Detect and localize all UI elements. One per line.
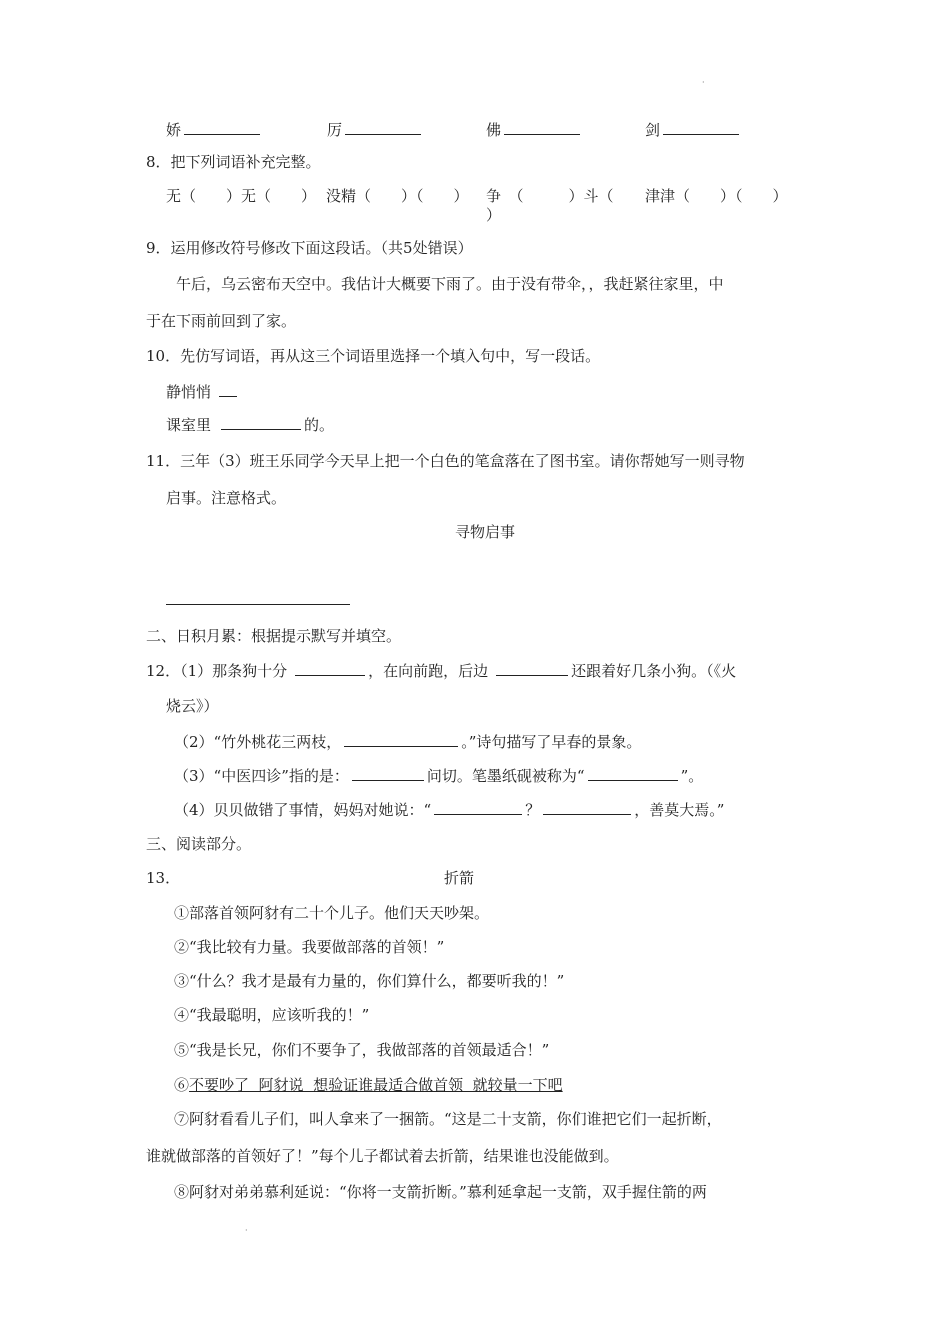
q12-part-3 xyxy=(174,765,703,786)
answer-blank[interactable] xyxy=(504,119,580,135)
q7-item-1 xyxy=(166,119,263,140)
story-paragraph-4: ④“我最聪明，应该听我的！” xyxy=(174,1006,370,1024)
q8-item-3-wrap: ） xyxy=(486,206,502,224)
page-mark-bottom: · xyxy=(245,1226,248,1235)
q9-paragraph-line-2: 于在下雨前回到了家。 xyxy=(146,312,297,330)
q12-p3-text-b: 问切。笔墨纸砚被称为“ xyxy=(426,767,585,785)
q12-p1-text-a: 12．（1）那条狗十分 xyxy=(146,662,288,680)
q12-p3-text-c: ”。 xyxy=(680,767,704,785)
q10-sentence-end: 的。 xyxy=(304,416,335,434)
answer-blank[interactable] xyxy=(588,765,678,781)
q12-part-1 xyxy=(146,660,736,681)
story-paragraph-7-line-2: 谁就做部落的首领好了！”每个儿子都试着去折箭，结果谁也没能做到。 xyxy=(146,1147,619,1165)
answer-blank[interactable] xyxy=(345,119,421,135)
story-paragraph-6 xyxy=(174,1075,563,1095)
story-title: 折箭 xyxy=(444,869,475,887)
q12-part-1-wrap: 烧云》） xyxy=(166,697,219,715)
story-paragraph-3: ③“什么？我才是最有力量的，你们算什么，都要听我的！” xyxy=(174,972,565,990)
section-3-title: 三、阅读部分。 xyxy=(146,835,252,853)
answer-blank[interactable] xyxy=(663,119,739,135)
q7-item-3 xyxy=(486,119,583,140)
section-2-title: 二、日积月累：根据提示默写并填空。 xyxy=(146,627,402,645)
q12-part-2 xyxy=(174,731,641,752)
q10-word-row xyxy=(166,381,240,402)
q7-item-4 xyxy=(645,119,742,140)
answer-blank[interactable] xyxy=(434,799,522,815)
q10-word: 静悄悄 xyxy=(166,383,212,401)
unpunctuated-sentence: 不要吵了 阿豺说 想验证谁最适合做首领 就较量一下吧 xyxy=(189,1076,563,1094)
story-paragraph-7-line-1: ⑦阿豺看看儿子们，叫人拿来了一捆箭。“这是二十支箭，你们谁把它们一起折断， xyxy=(174,1110,722,1128)
writing-line[interactable] xyxy=(166,604,350,605)
q9-paragraph-line-1: 午后，乌云密布天空中。我估计大概要下雨了。由于没有带伞，，我赶紧往家里，中 xyxy=(176,275,724,293)
q12-p4-text-a: （4）贝贝做错了事情，妈妈对她说：“ xyxy=(174,801,432,819)
q10-sentence xyxy=(166,414,334,435)
q10-sentence-start: 课室里 xyxy=(166,416,212,434)
q8-title: 8．把下列词语补充完整。 xyxy=(146,153,321,171)
q7-char: 佛 xyxy=(486,121,502,139)
q9-title: 9．运用修改符号修改下面这段话。（共5处错误） xyxy=(146,239,473,257)
q11-line-1: 11．三年（3）班王乐同学今天早上把一个白色的笔盒落在了图书室。请你帮她写一则寻物 xyxy=(146,452,745,470)
story-paragraph-5: ⑤“我是长兄，你们不要争了，我做部落的首领最适合！” xyxy=(174,1041,550,1059)
answer-blank[interactable] xyxy=(221,414,301,430)
q11-line-2: 启事。注意格式。 xyxy=(166,489,287,507)
q7-char: 厉 xyxy=(327,121,343,139)
q7-char: 剑 xyxy=(645,121,661,139)
answer-blank[interactable] xyxy=(352,765,424,781)
q8-item-4: 津津（ ）（ ） xyxy=(645,187,788,205)
q12-p3-text-a: （3）“中医四诊”指的是： xyxy=(174,767,349,785)
answer-blank[interactable] xyxy=(219,381,237,397)
q12-p1-text-c: 还跟着好几条小狗。（《火 xyxy=(571,662,737,680)
q12-p2-text-b: 。”诗句描写了早春的景象。 xyxy=(461,733,642,751)
q8-item-1: 无（ ）无（ ） xyxy=(166,187,317,205)
q7-item-2 xyxy=(327,119,424,140)
q8-item-2: 没精（ ）（ ） xyxy=(326,187,469,205)
q12-part-4 xyxy=(174,799,724,820)
story-paragraph-2: ②“我比较有力量。我要做部落的首领！” xyxy=(174,938,445,956)
q8-item-3: 争 （ ）斗（ xyxy=(486,187,614,205)
answer-blank[interactable] xyxy=(184,119,260,135)
answer-blank[interactable] xyxy=(295,660,365,676)
notice-heading: 寻物启事 xyxy=(455,523,516,541)
page-mark-top: · xyxy=(702,78,705,87)
answer-blank[interactable] xyxy=(496,660,568,676)
story-paragraph-8-line-1: ⑧阿豺对弟弟慕利延说：“你将一支箭折断。”慕利延拿起一支箭，双手握住箭的两 xyxy=(174,1183,707,1201)
q7-char: 娇 xyxy=(166,121,182,139)
q12-p1-text-b: ，在向前跑，后边 xyxy=(368,662,489,680)
story-paragraph-1: ①部落首领阿豺有二十个儿子。他们天天吵架。 xyxy=(174,904,490,922)
answer-blank[interactable] xyxy=(543,799,631,815)
q12-p4-text-b: ？ xyxy=(525,801,541,819)
q10-title: 10．先仿写词语，再从这三个词语里选择一个填入句中，写一段话。 xyxy=(146,347,601,365)
q12-p4-text-c: ，善莫大焉。” xyxy=(634,801,725,819)
paragraph-number: ⑥ xyxy=(174,1076,190,1094)
answer-blank[interactable] xyxy=(344,731,458,747)
q13-number: 13． xyxy=(146,869,181,887)
q12-p2-text-a: （2）“竹外桃花三两枝， xyxy=(174,733,342,751)
